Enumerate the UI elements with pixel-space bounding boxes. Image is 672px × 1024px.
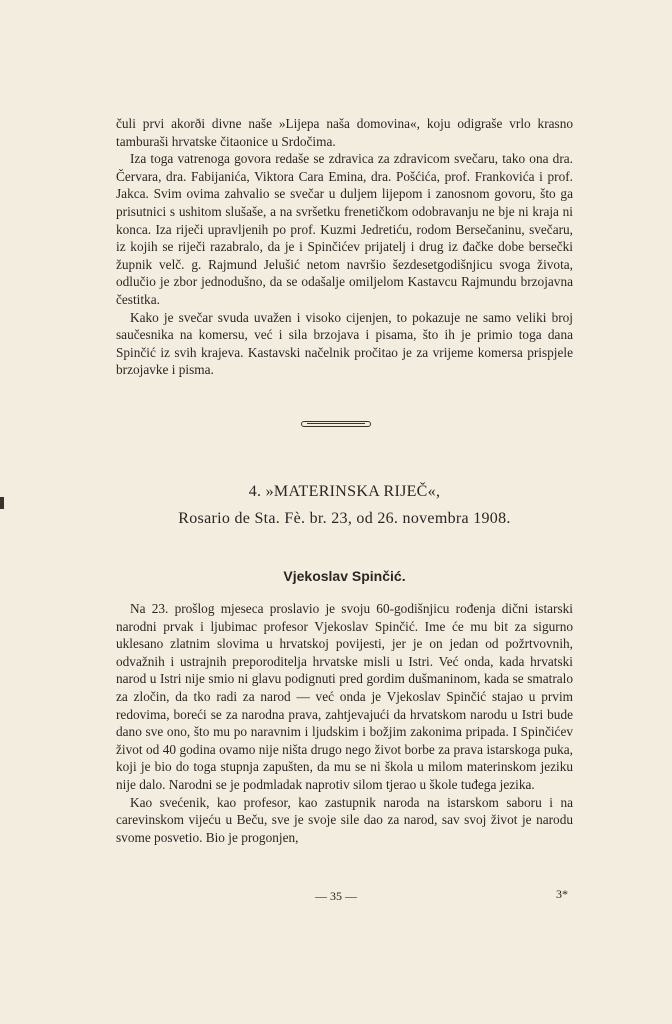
section-divider-ornament <box>301 421 371 427</box>
printer-signature: 3* <box>556 887 568 901</box>
article-title: Vjekoslav Spinčić. <box>283 568 406 584</box>
section-subheading: Rosario de Sta. Fè. br. 23, od 26. novembra 1908. <box>178 510 511 527</box>
paragraph: čuli prvi akorði divne naše »Lijepa naša domovina«, koju odigraše vrlo krasno tamburaši hrvatske čitaonice u Srdočima. <box>116 116 573 149</box>
paragraph: Kao svećenik, kao profesor, kao zastupnik naroda na istarskom saboru i na carevinskom vijeću u Beču, sve je svoje sile dao za narod, sav svoj život je narodu svome posvetio. Bio je progonjen, <box>116 794 573 845</box>
paragraph: Iza toga vatrenoga govora redaše se zdravica za zdravicom svečaru, tako ona dra. Červara, dra. Fabijanića, Viktora Cara Emina, dra. Pošćića, prof. Frankovića i prof. Jakca. Svim ovima zahvalio se svečar u duljem lijepom i zanosnom govoru, što ga prisutnici s ushitom slušaše, a na svršetku frenetičkom odobravanju ne bje ni kraja ni konca. Iza riječi upravljenih po prof. Kuzmi Jedretiću, rodom Bersečaninu, svečaru, iz kojih se riječi razabralo, da je i Spinčićev prijatelj i drug iz đačke dobe bersečki župnik velč. g. Rajmund Jelušić netom navršio šezdesetgodišnjicu svoga života, odlučio je zbor jednodušno, da se odašalje omiljelom Kastavcu Rajmundu brzojavna čestitka. <box>116 151 573 307</box>
text-block-bottom <box>116 600 573 846</box>
paragraph: Na 23. prošlog mjeseca proslavio je svoju 60-godišnjicu rođenja dični istarski narodni prvak i ljubimac profesor Vjekoslav Spinčić. Ime će mu bit za sigurno uklesano zlatnim slovima u hrvatskoj povijesti, jer je on jedan od požrtvovnih, odvažnih i ustrajnih preporoditelja hrvatske misli u Istri. Već onda, kada hrvatski narod u Istri nije smio ni glavu podignuti pred gordim dušmaninom, kada se smatralo za zločin, da tko radi za narod — već onda je Vjekoslav Spinčić stajao u prvim redovima, boreći se za narodna prava, zahtjevajući da hrvatskom narodu u Istri bude dano sve ono, što mu po naravnim i ljudskim i božjim zakonima pripada. I Spinčićev život od 40 godina ovamo nije ništa drugo nego život borbe za prava istarskoga puka, koji je bio do toga stupnja zapušten, da mu se ni škola u milom materinskom jeziku nije dalo. Narodni se je podmladak naprotiv silom tjerao u škole tuđega jezika. <box>116 601 573 792</box>
margin-mark <box>0 497 4 509</box>
text-block-top <box>116 115 573 379</box>
section-heading: 4. »MATERINSKA RIJEČ«, <box>248 483 441 500</box>
paragraph: Kako je svečar svuda uvažen i visoko cijenjen, to pokazuje ne samo veliki broj saučesnika na komersu, već i sila brzojava i pisama, što ih je primio toga dana Spinčić iz svih krajeva. Kastavski načelnik pročitao je za vrijeme komersa prispjele brzojavke i pisma. <box>116 309 573 378</box>
page-number: — 35 — <box>315 889 357 903</box>
